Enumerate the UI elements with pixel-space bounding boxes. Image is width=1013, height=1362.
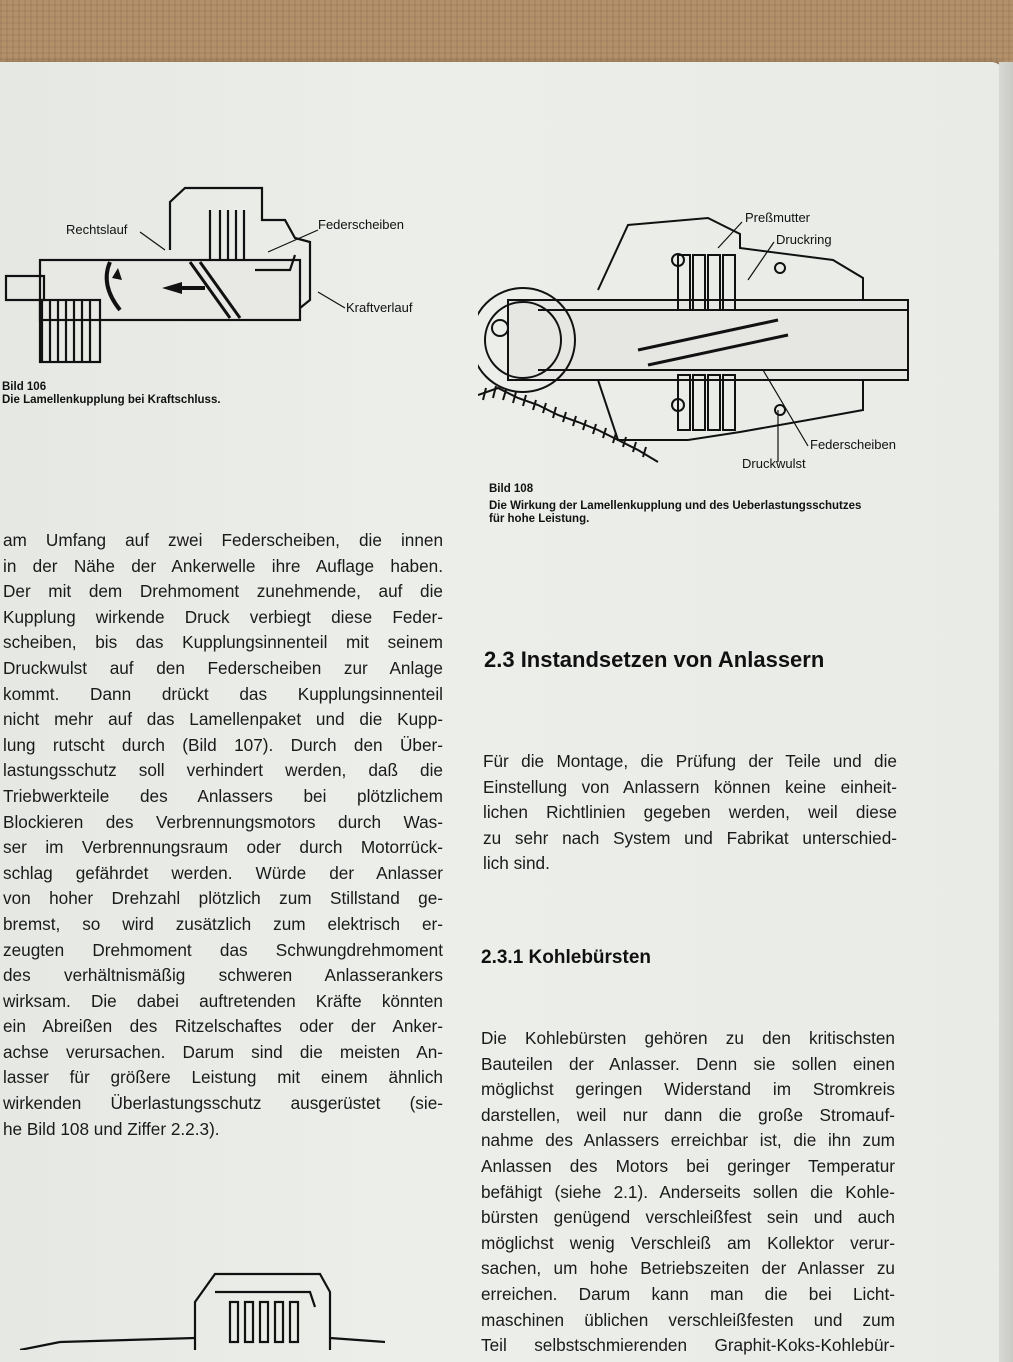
caption-108-line1: Die Wirkung der Lamellenkupplung und des Ueberlastungsschutzes (489, 500, 862, 512)
label-federscheiben-106: Federscheiben (318, 217, 404, 232)
text-line: möglichst wenig Verschleiß am Kollektor verur- (481, 1232, 895, 1253)
text-line: Teil selbstschmierenden Graphit-Koks-Kohlebür- (481, 1335, 895, 1356)
text-line: Bauteilen der Anlasser. Denn sie sollen einen (481, 1053, 895, 1074)
caption-108-title: Bild 108 (489, 483, 534, 495)
text-line: ein Abreißen des Ritzelschaftes oder der Anker- (3, 1016, 443, 1037)
text-line: darstellen, weil nur dann die große Stromauf- (481, 1104, 895, 1125)
caption-106-title: Bild 106 (2, 381, 47, 393)
figure-106-drawing (0, 180, 440, 365)
section-2-3-text (483, 749, 897, 877)
label-pressmutter: Preßmutter (745, 210, 811, 225)
section-2-3-1-heading: 2.3.1 Kohlebürsten (481, 947, 651, 968)
text-line: Einstellung von Anlassern können keine einheit- (483, 776, 897, 797)
text-line: nahme des Anlassers erreichbar ist, die ihn zum (481, 1130, 895, 1151)
text-line: he Bild 108 und Ziffer 2.2.3). (3, 1118, 220, 1139)
label-druckring: Druckring (776, 232, 832, 247)
text-line: Anlassen des Motors bei geringer Temperatur (481, 1155, 895, 1176)
label-kraftverlauf: Kraftverlauf (346, 300, 413, 315)
caption-108-line2: für hohe Leistung. (489, 513, 590, 525)
text-line: Der mit dem Drehmoment zunehmende, auf die (3, 581, 443, 602)
text-line: nicht mehr auf das Lamellenpaket und die Kupp- (3, 709, 443, 730)
text-line: befähigt (siehe 2.1). Anderseits sollen die Kohle- (481, 1181, 895, 1202)
text-line: lasser für größere Leistung mit einem ähnlich (3, 1067, 443, 1088)
text-line: von hoher Drehzahl plötzlich zum Stillstand ge- (3, 888, 443, 909)
text-line: Blockieren des Verbrennungsmotors durch Was- (3, 811, 443, 832)
text-line: des verhältnismäßig schweren Anlasserankers (3, 965, 443, 986)
text-line: lich sind. (483, 853, 550, 874)
section-2-3-1-text (481, 1026, 895, 1359)
text-line: erreichen. Darum kann man die bei Licht- (481, 1283, 895, 1304)
text-line: maschinen üblichen verschleißfesten und zum (481, 1309, 895, 1330)
text-line: sachen, um hohe Betriebszeiten der Anlasser zu (481, 1258, 895, 1279)
text-line: am Umfang auf zwei Federscheiben, die innen (3, 530, 443, 550)
text-line: Kupplung wirkende Druck verbiegt diese Feder- (3, 606, 443, 627)
text-line: achse verursachen. Darum sind die meisten An- (3, 1041, 443, 1062)
text-line: möglichst geringen Widerstand im Stromkreis (481, 1079, 895, 1100)
text-line: zeugten Drehmoment das Schwungdrehmoment (3, 939, 443, 960)
text-line: wirkenden Überlastungsschutz ausgerüstet (sie- (3, 1093, 443, 1114)
text-line: schlag gefährdet werden. Würde der Anlasser (3, 862, 443, 883)
text-line: wirksam. Die dabei auftretenden Kräfte könnten (3, 990, 443, 1011)
text-line: lichen Richtlinien gegeben werden, weil diese (483, 802, 897, 823)
label-rechtslauf: Rechtslauf (66, 222, 128, 237)
label-federscheiben-108: Federscheiben (810, 437, 896, 452)
text-line: lung rutscht durch (Bild 107). Durch den Über- (3, 734, 443, 755)
text-line: bürsten genügend verschleißfest sein und auch (481, 1207, 895, 1228)
text-line: lastungsschutz soll verhindert werden, daß die (3, 760, 443, 781)
text-line: Für die Montage, die Prüfung der Teile und die (483, 751, 897, 771)
text-line: ser im Verbrennungsraum oder durch Motorrück- (3, 837, 443, 858)
figure-108-drawing (478, 200, 913, 475)
text-line: Druckwulst auf den Federscheiben zur Anlage (3, 657, 443, 678)
page-edge (999, 62, 1013, 1362)
text-line: in der Nähe der Ankerwelle ihre Auflage haben. (3, 555, 443, 576)
text-line: zu sehr nach System und Fabrikat unterschied- (483, 827, 897, 848)
text-line: kommt. Dann drückt das Kupplungsinnenteil (3, 683, 443, 704)
left-column-text (3, 528, 443, 1142)
section-2-3-heading: 2.3 Instandsetzen von Anlassern (484, 647, 825, 672)
caption-106-text: Die Lamellenkupplung bei Kraftschluss. (2, 394, 221, 406)
figure-107-partial-drawing (0, 1262, 400, 1350)
text-line: scheiben, bis das Kupplungsinnenteil mit seinem (3, 632, 443, 653)
text-line: Die Kohlebürsten gehören zu den kritischsten (481, 1028, 895, 1048)
text-line: Triebwerkteile des Anlassers bei plötzlichem (3, 785, 443, 806)
label-druckwulst: Druckwulst (742, 456, 806, 471)
text-line: bremst, so wird zusätzlich zum elektrisch er- (3, 913, 443, 934)
